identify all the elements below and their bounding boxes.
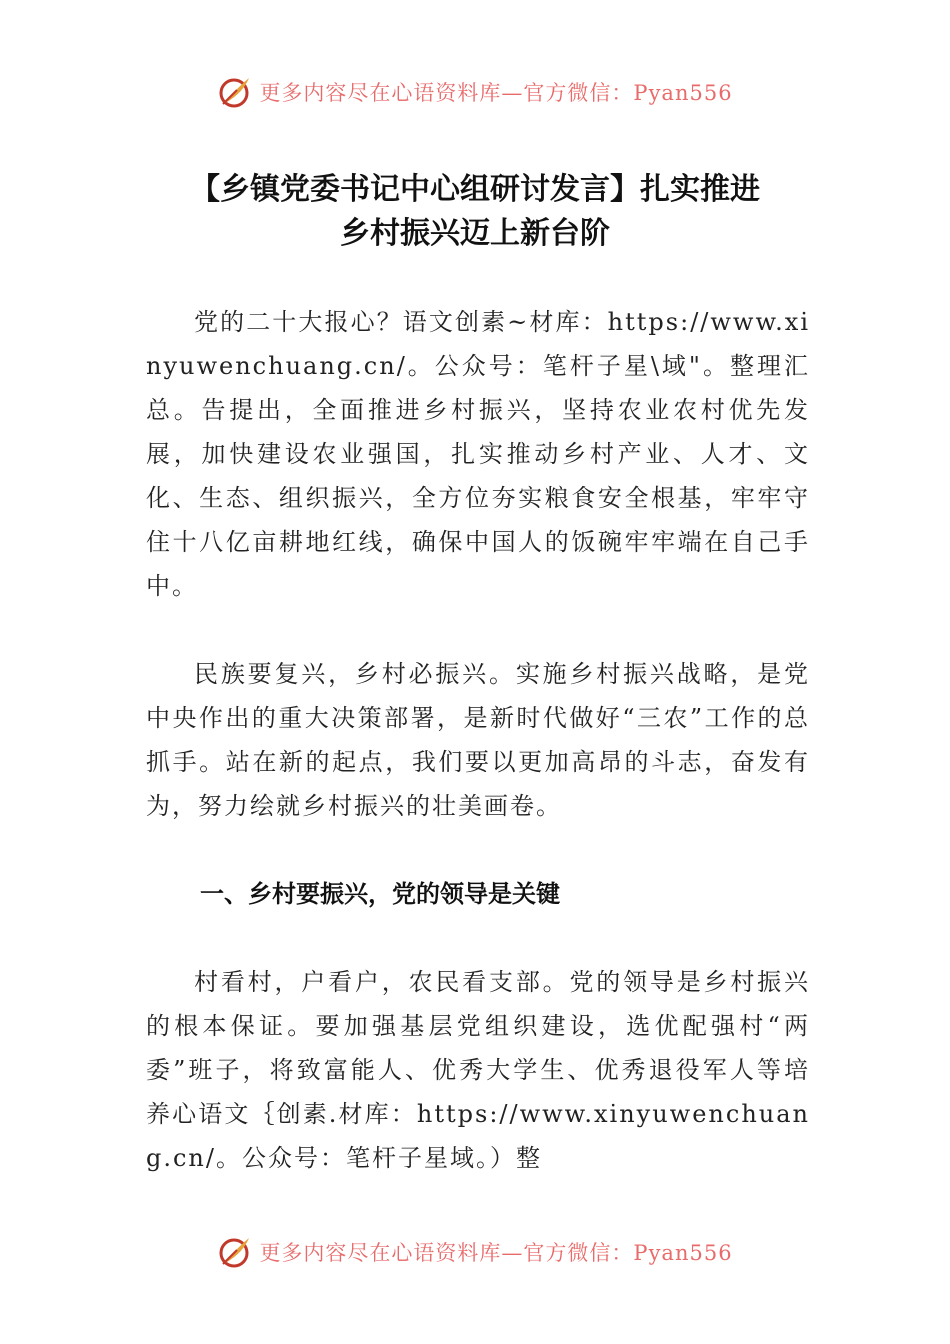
paragraph-1: 党的二十大报心？语文创素~材库：https://www.xinyuwenchuang.cn/。公众号：笔杆子星\域"。整理汇总。告提出，全面推进乡村振兴，坚持农业农村优先发展，加快建设农业强国，扎实推动乡村产业、人才、文化、生态、组织振兴，全方位夯实粮食安全根基，牢牢守住十八亿亩耕地红线，确保中国人的饭碗牢牢端在自己手中。 xyxy=(146,308,810,600)
section-1-heading: 一、乡村要振兴，党的领导是关键 xyxy=(200,880,560,908)
quill-logo-icon xyxy=(217,74,253,110)
document-body xyxy=(146,300,810,1180)
header-banner xyxy=(0,72,950,112)
paragraph-2: 民族要复兴，乡村必振兴。实施乡村振兴战略，是党中央作出的重大决策部署，是新时代做好“三农”工作的总抓手。站在新的起点，我们要以更加高昂的斗志，奋发有为，努力绘就乡村振兴的壮美画卷。 xyxy=(146,660,810,820)
title-line-1: 【乡镇党委书记中心组研讨发言】扎实推进 xyxy=(190,172,760,207)
title-line-2: 乡村振兴迈上新台阶 xyxy=(340,216,610,251)
footer-banner-text: 更多内容尽在心语资料库—官方微信：Pyan556 xyxy=(259,1241,733,1265)
footer-banner xyxy=(0,1232,950,1272)
header-banner-text: 更多内容尽在心语资料库—官方微信：Pyan556 xyxy=(259,81,733,105)
section-1-paragraph: 村看村，户看户，农民看支部。党的领导是乡村振兴的根本保证。要加强基层党组织建设，选优配强村“两委”班子，将致富能人、优秀大学生、优秀退役军人等培养心语文｛创素.材库：https://www.xinyuwenchuang.cn/。公众号：笔杆子星域。）整 xyxy=(146,968,810,1172)
page-title xyxy=(110,168,840,256)
quill-logo-icon xyxy=(217,1234,253,1270)
